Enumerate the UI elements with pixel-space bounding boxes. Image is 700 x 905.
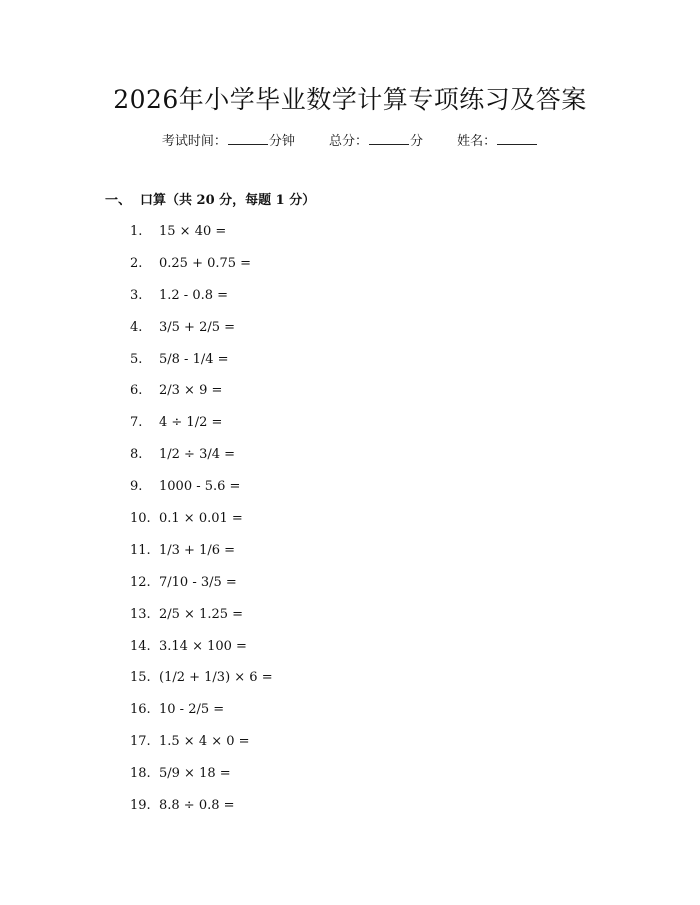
name-field xyxy=(457,130,538,152)
problem-number: 18. xyxy=(130,766,151,782)
total-score-field xyxy=(329,130,423,152)
exam-info-line xyxy=(0,130,700,152)
problem-number: 12. xyxy=(130,574,151,590)
problem-expression: 2/5 × 1.25 = xyxy=(159,606,244,622)
problem-expression: 1/2 ÷ 3/4 = xyxy=(159,447,236,463)
problem-number: 8. xyxy=(130,447,143,463)
problem-number: 16. xyxy=(130,702,151,718)
problem-item xyxy=(130,699,273,731)
problem-expression: 8.8 ÷ 0.8 = xyxy=(159,798,235,814)
problem-number: 9. xyxy=(130,479,143,495)
problem-expression: 2/3 × 9 = xyxy=(159,383,223,399)
problem-item xyxy=(130,285,273,317)
problem-number: 5. xyxy=(130,351,143,367)
problem-expression: 0.1 × 0.01 = xyxy=(159,511,243,527)
problem-item xyxy=(130,508,273,540)
problem-item xyxy=(130,317,273,349)
problem-expression: 1000 - 5.6 = xyxy=(159,479,241,495)
problem-expression: (1/2 + 1/3) × 6 = xyxy=(159,670,273,686)
problem-expression: 15 × 40 = xyxy=(159,224,227,239)
problem-number: 3. xyxy=(130,287,143,303)
problem-number: 4. xyxy=(130,319,143,335)
problem-item xyxy=(130,412,273,444)
problem-item xyxy=(130,253,273,285)
problem-item xyxy=(130,731,273,763)
exam-time-field xyxy=(162,130,295,152)
problem-item xyxy=(130,540,273,572)
problem-item xyxy=(130,380,273,412)
problem-number: 6. xyxy=(130,383,143,399)
problem-number: 11. xyxy=(130,542,151,558)
section-title: 口算（共 20 分，每题 1 分） xyxy=(140,193,316,208)
problem-number: 15. xyxy=(130,670,151,686)
problem-expression: 3/5 + 2/5 = xyxy=(159,319,236,335)
problem-item xyxy=(130,572,273,604)
exam-time-label: 考试时间： xyxy=(161,134,227,149)
section-heading xyxy=(105,191,315,211)
problem-item xyxy=(130,444,273,476)
problem-number: 1. xyxy=(130,224,143,239)
problem-number: 14. xyxy=(130,638,151,654)
problem-expression: 5/8 - 1/4 = xyxy=(159,351,229,367)
problem-number: 2. xyxy=(130,255,143,271)
problem-number: 7. xyxy=(130,415,143,431)
exam-time-unit: 分钟 xyxy=(268,134,295,149)
problem-expression: 5/9 × 18 = xyxy=(159,766,231,782)
problem-item xyxy=(130,763,273,795)
name-blank xyxy=(497,130,537,145)
total-score-blank xyxy=(369,130,409,145)
total-score-unit: 分 xyxy=(410,134,424,149)
problem-item xyxy=(130,667,273,699)
problem-expression: 4 ÷ 1/2 = xyxy=(159,415,223,431)
problem-item xyxy=(130,795,273,827)
problem-item xyxy=(130,221,273,253)
problem-expression: 10 - 2/5 = xyxy=(159,702,225,718)
problem-expression: 3.14 × 100 = xyxy=(159,638,247,654)
problem-list xyxy=(130,221,273,827)
problem-item xyxy=(130,636,273,668)
problem-item xyxy=(130,349,273,381)
problem-item xyxy=(130,476,273,508)
problem-number: 17. xyxy=(130,734,151,750)
problem-number: 10. xyxy=(130,511,151,527)
problem-expression: 0.25 + 0.75 = xyxy=(159,255,252,271)
problem-item xyxy=(130,604,273,636)
problem-number: 13. xyxy=(130,606,151,622)
problem-expression: 1.2 - 0.8 = xyxy=(159,287,229,303)
section-number: 一、 xyxy=(105,193,132,208)
problem-expression: 1/3 + 1/6 = xyxy=(159,542,236,558)
total-score-label: 总分： xyxy=(328,134,368,149)
problem-expression: 7/10 - 3/5 = xyxy=(159,574,237,590)
page-title: 2026年小学毕业数学计算专项练习及答案 xyxy=(113,85,587,114)
problem-number: 19. xyxy=(130,798,151,814)
exam-time-blank xyxy=(228,130,268,145)
problem-expression: 1.5 × 4 × 0 = xyxy=(159,734,250,750)
name-label: 姓名： xyxy=(457,134,497,149)
